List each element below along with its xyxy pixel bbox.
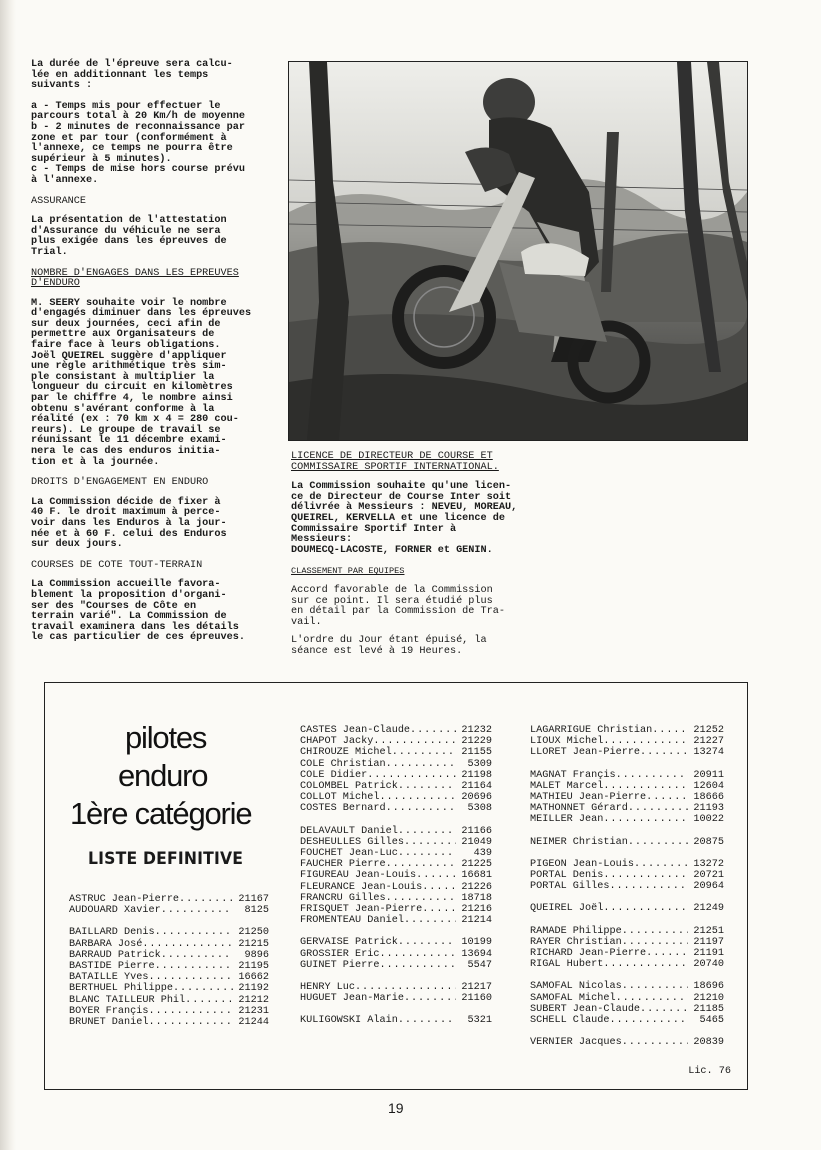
pilot-entry — [300, 993, 492, 1004]
leader-dots — [386, 893, 456, 904]
pilot-name: HUGUET Jean-Marie — [300, 993, 404, 1005]
leader-dots — [398, 826, 456, 837]
heading-droits: DROITS D'ENGAGEMENT EN ENDURO — [31, 477, 209, 489]
pilot-entry — [300, 837, 492, 848]
pilot-name: LAGARRIGUE Christian — [530, 725, 653, 736]
leader-dots — [603, 781, 688, 792]
paragraph-courses: La Commission accueille favora- blement la proposition d'organi- ser des "Courses de Côte en terrain varié". La Commission de travail examinera dans les détails le cas particulier de ces épreuves. — [31, 579, 245, 644]
rider-photo-illustration — [289, 62, 747, 440]
pilot-name: MATHIEU Jean-Pierre — [530, 792, 647, 804]
pilot-licence-number: 21166 — [461, 825, 492, 837]
leader-dots — [148, 972, 233, 983]
page-spine-shadow — [0, 0, 16, 1150]
group-spacer — [530, 1026, 724, 1037]
leader-dots — [422, 904, 456, 915]
pilot-entry — [300, 949, 492, 960]
leader-dots — [603, 959, 688, 970]
pilot-licence-number: 21250 — [238, 927, 269, 939]
pilot-name: PIGEON Jean-Louis — [530, 858, 634, 870]
pilot-licence-number: 21155 — [461, 747, 492, 759]
pilot-name: LLORET Jean-Pierre — [530, 747, 641, 759]
leader-dots — [404, 915, 456, 926]
pilot-name: NEIMER Christian — [530, 836, 628, 848]
pilot-name: CASTES Jean-Claude — [300, 725, 411, 736]
pilot-name: RIGAL Hubert — [530, 959, 604, 971]
pilot-licence-number: 5308 — [467, 803, 492, 815]
pilot-entry — [300, 1015, 492, 1026]
pilot-licence-number: 21226 — [461, 881, 492, 893]
pilot-entry — [530, 1004, 724, 1015]
pilot-entry — [530, 870, 724, 881]
pilot-name: BLANC TAILLEUR Phil — [69, 994, 186, 1006]
pilot-licence-number: 20740 — [693, 959, 724, 971]
paragraph-licence: La Commission souhaite qu'une licen- ce de Directeur de Course Inter soit délivrée à Messieurs : NEVEU, MOREAU, QUEIREL, KERVELLA et une licence de Commissaire Sportif Inter à Messieurs: DOUMECQ-LACOSTE, FORNER et GENIN. — [291, 481, 518, 556]
pilot-name: MAGNAT Françis — [530, 769, 616, 781]
paragraph-final: L'ordre du Jour étant épuisé, la séance est levé à 19 Heures. — [291, 635, 487, 657]
leader-dots — [386, 759, 456, 770]
pilot-entry — [530, 792, 724, 803]
enduro-rider-photo — [288, 61, 748, 441]
licence-year-note: Lic. 76 — [688, 1066, 731, 1077]
pilot-licence-number: 9896 — [244, 949, 269, 961]
pilot-name: AUDOUARD Xavier — [69, 905, 161, 917]
leader-dots — [422, 882, 456, 893]
pilot-licence-number: 5547 — [467, 959, 492, 971]
pilot-name: FOUCHET Jean-Luc — [300, 848, 398, 860]
leader-dots — [373, 736, 456, 747]
leader-dots — [398, 937, 456, 948]
pilot-licence-number: 13694 — [461, 948, 492, 960]
pilot-licence-number: 21232 — [461, 725, 492, 736]
pilot-licence-number: 21227 — [693, 736, 724, 748]
pilot-entry — [69, 950, 269, 961]
pilot-licence-number: 20964 — [693, 881, 724, 893]
leader-dots — [416, 870, 456, 881]
pilot-name: ASTRUC Jean-Pierre — [69, 894, 180, 905]
pilot-name: PORTAL Gilles — [530, 881, 610, 893]
pilot-licence-number: 439 — [473, 848, 492, 860]
leader-dots — [622, 937, 688, 948]
paragraph-engages: M. SEERY souhaite voir le nombre d'engagés diminuer dans les épreuves sur deux journées, ceci afin de permettre aux Organisateurs de faire face à leurs obligations. Joël QUEIREL suggère d'appliquer une règle arithmétique très sim- ple consistant à multiplier la longueur du circuit en kilomètres par le chiffre 4, le nombre ainsi obtenu s'avérant conforme à la réalité (ex : 70 km x 4 = 280 cou- reurs). Le groupe de travail se réunissant le 11 décembre exami- nera le cas des enduros initia- tion et à la journée. — [31, 297, 252, 468]
pilot-entry — [69, 905, 269, 916]
leader-dots — [634, 859, 688, 870]
pilot-licence-number: 18696 — [693, 981, 724, 993]
pilot-name: COLLOT Michel — [300, 792, 380, 804]
pilot-entry — [69, 995, 269, 1006]
pilot-name: VERNIER Jacques — [530, 1037, 622, 1049]
pilot-entry — [69, 1017, 269, 1028]
pilot-name: PORTAL Denis — [530, 870, 604, 882]
pilot-entry — [530, 781, 724, 792]
pilot-name: COLOMBEL Patrick — [300, 781, 398, 793]
leader-dots — [155, 927, 233, 938]
pilot-entry — [530, 948, 724, 959]
pilotes-column-3 — [530, 725, 724, 1048]
pilot-name: DELAVAULT Daniel — [300, 825, 398, 837]
pilot-licence-number: 18666 — [693, 792, 724, 804]
pilot-name: SAMOFAL Nicolas — [530, 981, 622, 993]
leader-dots — [404, 837, 456, 848]
liste-definitive-title: LISTE DEFINITIVE — [88, 849, 244, 869]
pilot-entry — [69, 894, 269, 905]
leader-dots — [622, 926, 688, 937]
leader-dots — [640, 747, 688, 758]
pilot-entry — [300, 725, 492, 736]
leader-dots — [603, 870, 688, 881]
pilot-entry — [300, 882, 492, 893]
pilot-entry — [530, 1015, 724, 1026]
title-line-enduro: enduro — [118, 758, 208, 793]
pilot-name: KULIGOWSKI Alain — [300, 1015, 398, 1027]
leader-dots — [386, 803, 456, 814]
pilot-licence-number: 21231 — [238, 1005, 269, 1017]
pilot-licence-number: 8125 — [244, 905, 269, 917]
pilot-entry — [300, 859, 492, 870]
group-spacer — [530, 759, 724, 770]
pilot-entry — [530, 736, 724, 747]
leader-dots — [379, 960, 456, 971]
pilot-entry — [300, 937, 492, 948]
group-spacer — [300, 815, 492, 826]
title-line-categorie: 1ère catégorie — [70, 796, 252, 831]
pilot-licence-number: 21217 — [461, 982, 492, 994]
pilot-licence-number: 21164 — [461, 781, 492, 793]
pilot-name: MATHONNET Gérard — [530, 803, 628, 815]
pilot-name: BARRAUD Patrick — [69, 949, 161, 961]
leader-dots — [142, 939, 233, 950]
pilot-licence-number: 16681 — [461, 870, 492, 882]
pilot-entry — [530, 859, 724, 870]
right-column — [291, 452, 523, 666]
pilot-licence-number: 13274 — [693, 747, 724, 759]
pilot-licence-number: 20911 — [693, 769, 724, 781]
pilot-entry — [300, 893, 492, 904]
pilot-name: BOYER Françis — [69, 1005, 149, 1017]
pilot-licence-number: 21049 — [461, 836, 492, 848]
pilot-entry — [530, 926, 724, 937]
paragraph-assurance: La présentation de l'attestation d'Assurance du véhicule ne sera plus exigée dans les épreuves de Trial. — [31, 215, 227, 258]
leader-dots — [646, 792, 688, 803]
pilot-entry — [530, 981, 724, 992]
pilot-name: FRISQUET Jean-Pierre — [300, 904, 423, 916]
pilot-name: FLEURANCE Jean-Louis — [300, 881, 423, 893]
pilot-licence-number: 18718 — [461, 892, 492, 904]
item-a: a - Temps mis pour effectuer le parcours total à 20 Km/h de moyenne — [31, 100, 245, 123]
pilot-licence-number: 21252 — [693, 725, 724, 736]
pilot-licence-number: 20696 — [461, 792, 492, 804]
paragraph-droits: La Commission décide de fixer à 40 F. le droit maximum à perce- voir dans les Enduros à la jour- née et à 60 F. celui des Enduros sur deux jours. — [31, 496, 227, 551]
pilot-entry — [69, 927, 269, 938]
pilot-licence-number: 21225 — [461, 859, 492, 871]
group-spacer — [530, 826, 724, 837]
pilot-entry — [530, 903, 724, 914]
pilot-name: CHAPOT Jacky — [300, 736, 374, 748]
leader-dots — [355, 982, 456, 993]
group-spacer — [530, 892, 724, 903]
pilot-name: BASTIDE Pierre — [69, 961, 155, 973]
pilot-licence-number: 20839 — [693, 1037, 724, 1049]
group-spacer — [530, 848, 724, 859]
paragraph-classement: Accord favorable de la Commission sur ce point. Il sera étudié plus en détail par la Commission de Tra- vail. — [291, 584, 505, 628]
leader-dots — [609, 881, 688, 892]
pilot-name: SAMOFAL Michel — [530, 992, 616, 1004]
pilot-name: HENRY Luc — [300, 982, 356, 994]
group-spacer — [69, 916, 269, 927]
pilot-name: BARBARA José — [69, 938, 143, 950]
pilotes-column-1 — [69, 894, 269, 1028]
pilot-entry — [530, 803, 724, 814]
pilot-entry — [530, 959, 724, 970]
leader-dots — [173, 983, 233, 994]
pilot-licence-number: 13272 — [693, 858, 724, 870]
pilot-name: BRUNET Daniel — [69, 1017, 149, 1029]
pilot-entry — [300, 759, 492, 770]
pilotes-column-2 — [300, 725, 492, 1027]
leader-dots — [603, 814, 688, 825]
leader-dots — [603, 736, 688, 747]
intro-paragraph: La durée de l'épreuve sera calcu- lée en additionnant les temps suivants : — [31, 59, 233, 92]
pilot-entry — [300, 826, 492, 837]
pilot-name: RICHARD Jean-Pierre — [530, 948, 647, 960]
pilot-licence-number: 20721 — [693, 870, 724, 882]
pilot-name: COSTES Bernard — [300, 803, 386, 815]
pilot-entry — [300, 848, 492, 859]
pilot-name: COLE Didier — [300, 769, 368, 781]
pilot-licence-number: 21251 — [693, 925, 724, 937]
pilot-name: GROSSIER Eric — [300, 948, 380, 960]
leader-dots — [404, 993, 456, 1004]
pilot-entry — [69, 1006, 269, 1017]
group-spacer — [300, 971, 492, 982]
leader-dots — [609, 1015, 688, 1026]
leader-dots — [392, 747, 456, 758]
leader-dots — [367, 770, 456, 781]
pilot-name: CHIROUZE Michel — [300, 747, 392, 759]
leader-dots — [155, 961, 233, 972]
pilot-licence-number: 21193 — [693, 803, 724, 815]
pilot-name: BAILLARD Denis — [69, 927, 155, 939]
pilot-name: SUBERT Jean-Claude — [530, 1003, 641, 1015]
pilot-entry — [300, 904, 492, 915]
pilot-entry — [69, 939, 269, 950]
pilot-name: FROMENTEAU Daniel — [300, 915, 404, 927]
leader-dots — [386, 859, 456, 870]
pilot-name: LIOUX Michel — [530, 736, 604, 748]
pilot-entry — [530, 937, 724, 948]
pilot-entry — [300, 781, 492, 792]
heading-engages: NOMBRE D'ENGAGES DANS LES EPREUVES D'ENDURO — [31, 267, 239, 290]
pilot-licence-number: 21229 — [461, 736, 492, 748]
pilot-name: GERVAISE Patrick — [300, 937, 398, 949]
pilot-name: DESHEULLES Gilles — [300, 836, 404, 848]
pilot-entry — [300, 915, 492, 926]
pilot-licence-number: 5321 — [467, 1015, 492, 1027]
pilot-entry — [530, 814, 724, 825]
leader-dots — [622, 1037, 688, 1048]
pilot-name: MEILLER Jean — [530, 814, 604, 826]
pilot-entry — [300, 803, 492, 814]
pilot-entry — [69, 961, 269, 972]
pilot-licence-number: 10199 — [461, 937, 492, 949]
pilot-licence-number: 21185 — [693, 1003, 724, 1015]
pilot-name: BATAILLE Yves — [69, 972, 149, 984]
pilot-licence-number: 21212 — [238, 994, 269, 1006]
pilot-entry — [530, 725, 724, 736]
pilot-licence-number: 16662 — [238, 972, 269, 984]
item-b: b - 2 minutes de reconnaissance par zone et par tour (conformément à l'annexe, ce temps ne pourra être supérieur à 5 minutes). — [31, 121, 245, 165]
pilot-licence-number: 21210 — [693, 992, 724, 1004]
pilot-entry — [530, 747, 724, 758]
pilot-licence-number: 21191 — [693, 948, 724, 960]
pilot-licence-number: 21192 — [238, 983, 269, 995]
leader-dots — [640, 1004, 688, 1015]
heading-assurance: ASSURANCE — [31, 195, 87, 207]
leader-dots — [185, 995, 233, 1006]
leader-dots — [161, 905, 233, 916]
pilot-name: QUEIREL Joël — [530, 903, 604, 915]
leader-dots — [616, 993, 688, 1004]
pilot-entry — [530, 881, 724, 892]
pilot-name: GUINET Pierre — [300, 959, 380, 971]
pilot-entry — [300, 960, 492, 971]
pilot-entry — [530, 993, 724, 1004]
pilot-entry — [530, 770, 724, 781]
group-spacer — [530, 915, 724, 926]
leader-dots — [148, 1017, 233, 1028]
pilot-entry — [300, 982, 492, 993]
page-number: 19 — [388, 1100, 404, 1116]
pilot-entry — [300, 870, 492, 881]
leader-dots — [628, 803, 688, 814]
pilot-name: SCHELL Claude — [530, 1015, 610, 1027]
pilot-name: FIGUREAU Jean-Louis — [300, 870, 417, 882]
pilot-licence-number: 5465 — [699, 1015, 724, 1027]
leader-dots — [398, 781, 456, 792]
pilot-entry — [69, 972, 269, 983]
pilot-licence-number: 10022 — [693, 814, 724, 826]
group-spacer — [530, 970, 724, 981]
heading-licence: LICENCE DE DIRECTEUR DE COURSE ET COMMISSAIRE SPORTIF INTERNATIONAL. — [291, 451, 499, 473]
leader-dots — [410, 725, 456, 736]
leader-dots — [161, 950, 233, 961]
pilot-licence-number: 21215 — [238, 938, 269, 950]
group-spacer — [300, 926, 492, 937]
leader-dots — [622, 981, 688, 992]
pilot-name: BERTHUEL Philippe — [69, 983, 173, 995]
leader-dots — [398, 1015, 456, 1026]
pilot-licence-number: 21249 — [693, 903, 724, 915]
pilot-licence-number: 21244 — [238, 1017, 269, 1029]
item-c: c - Temps de mise hors course prévu à l'annexe. — [31, 164, 245, 186]
pilot-name: MALET Marcel — [530, 780, 604, 792]
pilot-name: COLE Christian — [300, 758, 386, 770]
pilot-licence-number: 21214 — [461, 915, 492, 927]
leader-dots — [652, 725, 688, 736]
leader-dots — [148, 1006, 233, 1017]
leader-dots — [603, 903, 688, 914]
leader-dots — [179, 894, 233, 905]
pilot-name: RAYER Christian — [530, 936, 622, 948]
leader-dots — [616, 770, 688, 781]
pilot-entry — [530, 1037, 724, 1048]
pilot-entry — [300, 770, 492, 781]
leader-dots — [646, 948, 688, 959]
pilot-licence-number: 20875 — [693, 836, 724, 848]
group-spacer — [300, 1004, 492, 1015]
pilot-licence-number: 5309 — [467, 758, 492, 770]
pilot-entry — [300, 736, 492, 747]
pilot-entry — [300, 747, 492, 758]
pilot-name: FRANCRU Gilles — [300, 892, 386, 904]
pilot-entry — [530, 837, 724, 848]
pilot-licence-number: 12604 — [693, 780, 724, 792]
title-line-pilotes: pilotes — [125, 720, 207, 755]
pilotes-list-box — [44, 682, 748, 1090]
pilot-licence-number: 21195 — [238, 961, 269, 973]
pilot-name: FAUCHER Pierre — [300, 859, 386, 871]
pilot-licence-number: 21198 — [461, 769, 492, 781]
pilot-licence-number: 21160 — [461, 993, 492, 1005]
pilot-entry — [69, 983, 269, 994]
pilot-licence-number: 21197 — [693, 936, 724, 948]
pilot-licence-number: 21216 — [461, 904, 492, 916]
leader-dots — [398, 848, 456, 859]
leader-dots — [628, 837, 688, 848]
pilot-name: RAMADE Philippe — [530, 925, 622, 937]
heading-courses: COURSES DE COTE TOUT-TERRAIN — [31, 559, 203, 571]
heading-classement: CLASSEMENT PAR EQUIPES — [291, 566, 405, 577]
leader-dots — [379, 949, 456, 960]
leader-dots — [379, 792, 456, 803]
pilot-entry — [300, 792, 492, 803]
left-column — [31, 60, 255, 654]
pilot-licence-number: 21167 — [238, 894, 269, 905]
